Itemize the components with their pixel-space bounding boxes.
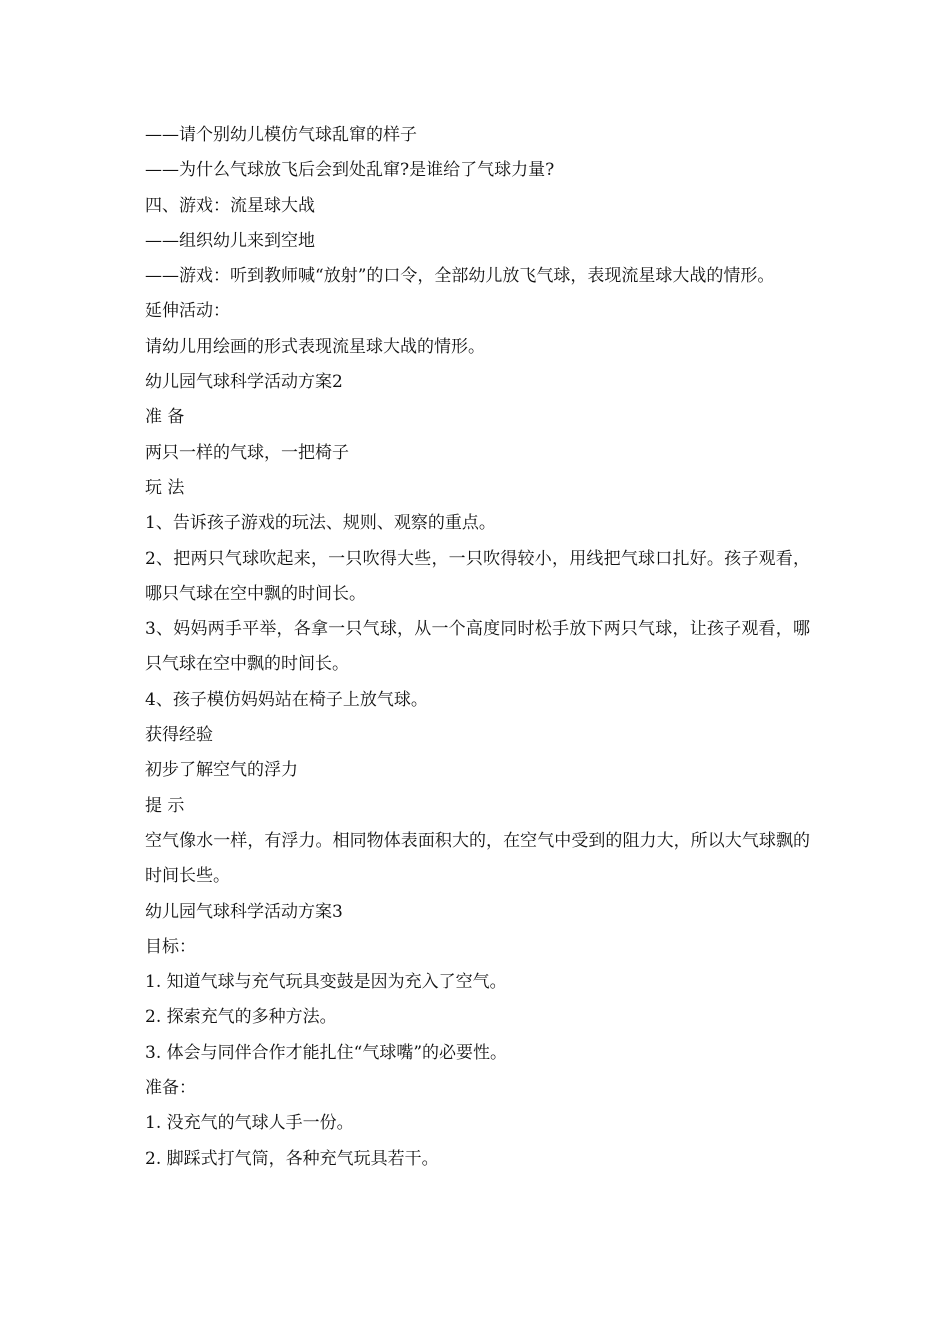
section-heading: 提 示	[145, 795, 185, 816]
list-item: 2. 探索充气的多种方法。	[145, 1007, 337, 1028]
list-item: 1. 没充气的气球人手一份。	[145, 1113, 354, 1134]
plan-title: 幼儿园气球科学活动方案2	[145, 372, 343, 393]
plan-title: 幼儿园气球科学活动方案3	[145, 901, 343, 922]
list-item: 1、告诉孩子游戏的玩法、规则、观察的重点。	[145, 513, 496, 534]
section-heading: 玩 法	[145, 477, 185, 498]
list-item: 3. 体会与同伴合作才能扎住“气球嘴”的必要性。	[145, 1042, 508, 1063]
text-paragraph: 空气像水一样，有浮力。相同物体表面积大的，在空气中受到的阻力大，所以大气球飘的时间长些。	[145, 830, 810, 887]
list-item: 3、妈妈两手平举，各拿一只气球，从一个高度同时松手放下两只气球，让孩子观看，哪只气球在空中飘的时间长。	[145, 619, 810, 675]
list-item: 4、孩子模仿妈妈站在椅子上放气球。	[145, 689, 428, 710]
text-line: 两只一样的气球，一把椅子	[145, 442, 349, 463]
text-line: 初步了解空气的浮力	[145, 760, 298, 781]
text-line: 请幼儿用绘画的形式表现流星球大战的情形。	[145, 336, 485, 357]
text-paragraph: ——游戏：听到教师喊“放射”的口令，全部幼儿放飞气球，表现流星球大战的情形。	[145, 266, 775, 287]
list-item: 2. 脚踩式打气筒，各种充气玩具若干。	[145, 1148, 439, 1169]
text-line: ——为什么气球放飞后会到处乱窜?是谁给了气球力量?	[145, 160, 555, 181]
section-heading: 目标：	[145, 936, 196, 957]
section-heading: 四、游戏：流星球大战	[145, 195, 315, 216]
text-line: ——请个别幼儿模仿气球乱窜的样子	[145, 125, 417, 145]
section-heading: 获得经验	[145, 725, 213, 746]
document-body	[145, 118, 810, 1177]
section-heading: 准备：	[145, 1078, 196, 1099]
text-line: ——组织幼儿来到空地	[145, 230, 315, 251]
section-heading: 延伸活动：	[145, 301, 230, 322]
section-heading: 准 备	[145, 407, 185, 428]
list-item: 2、把两只气球吹起来，一只吹得大些，一只吹得较小，用线把气球口扎好。孩子观看，哪只气球在空中飘的时间长。	[145, 548, 810, 604]
list-item: 1. 知道气球与充气玩具变鼓是因为充入了空气。	[145, 972, 507, 993]
